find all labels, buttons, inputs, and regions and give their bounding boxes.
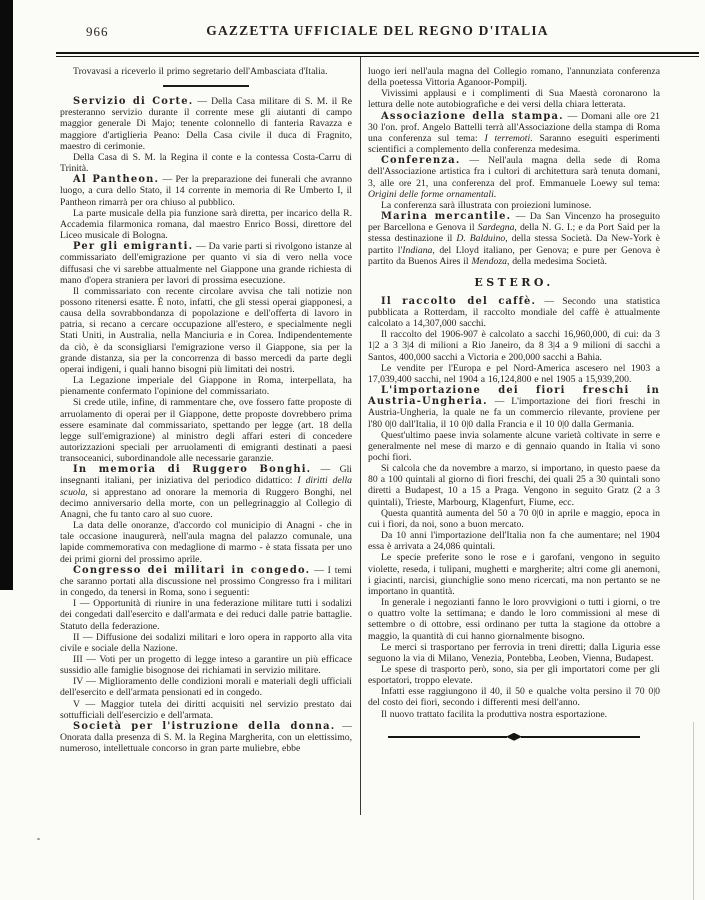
body-text: Il raccolto del 1906-907 è calcolato a sacchi 16,960,000, di cui: da 3 1|2 a 3 3|4 di milioni a Rio Janeiro, da 8 3|4 a 9 milioni di sacchi a Santos, 400,000 sacchi a Victoria e 200,000 sacchi a Bahia. [368, 329, 660, 363]
scan-edge-artifact-left [0, 0, 13, 590]
paragraph [60, 699, 352, 721]
paragraph [60, 152, 352, 174]
entry-heading: Società per l'istruzione della donna. [73, 720, 336, 732]
paragraph [368, 552, 660, 597]
paragraph [368, 200, 660, 211]
body-text: Da 10 anni l'importazione dell'Italia non fa che aumentare; nel 1904 essa è arrivata a 24,086 quintali. [368, 530, 660, 553]
body-text: II — Diffusione dei sodalizi militari e loro opera in rapporto alla vita civile e sociale della Nazione. [60, 631, 352, 654]
paragraph [368, 66, 660, 88]
italic-text: Origini delle forme ornamentali [368, 188, 494, 200]
paragraph [60, 208, 352, 241]
body-text: luogo ieri nell'aula magna del Collegio romano, l'annunziata conferenza della poetessa Vittoria Aganoor-Pompilj. [368, 66, 660, 89]
tailpiece-ornament [388, 733, 640, 741]
body-text: — Della Casa militare di S. M. il Re presteranno servizio durante il corrente mese gli aiutanti di campo maggior generale Di Majo; tenente colonnello di fanteria Ravazza e maggiore d'artiglieria Peano: Della Casa civile il duca di Fragnito, maestro di cerimonie. [60, 96, 352, 152]
body-text: Si calcola che da novembre a marzo, si importano, in questo paese da 80 a 100 quintali al giorno di fiori freschi, dei quali 25 a 30 quintali sono diretti a Budapest, 10 a 15 a Praga. Vengono in seguito Gratz (2 a 3 quintali), Trieste, Marbourg, Klagenfurt, Fiume, ecc. [368, 463, 660, 508]
paragraph [368, 530, 660, 552]
entry-heading: In memoria di Ruggero Bonghi. [73, 464, 312, 476]
entry-heading: Per gli emigranti. [73, 241, 194, 253]
body-text: . Saranno eseguiti esperimenti scientifici a complemento della conferenza medesima. [368, 132, 660, 156]
news-entry [60, 721, 352, 754]
italic-text: Mendoza [471, 255, 507, 267]
body-text: Il commissariato con recente circolare avvisa che tali notizie non possono ritenersi esatte. È noto, infatti, che gli stessi operai giapponesi, a causa della sovrabbondanza di popolazione e dell'offerta di lavoro in patria, si recano a cercare occupazione all'estero, e specialmente negli Stati Uniti, in Australia, nella Manciuria e in Corea. Indipendentemente da ciò, è da sconsigliarsi l'emigrazione verso il Giappone, sia per la grande distanza, sia per la concorrenza di basso mercedi da parte degli operai indigeni, i quali hanno bisogni più limitati dei nostri. [60, 285, 352, 375]
paragraph [368, 508, 660, 530]
entry-heading: Marina mercantile. [381, 211, 512, 223]
paragraph [60, 397, 352, 464]
left-column [60, 66, 352, 754]
entry-heading: Al Pantheon. [73, 174, 160, 186]
body-text: Le merci si trasportano per ferrovia in treni diretti; dalla Liguria esse seguono la via di Milano, Venezia, Pontebba, Leoben, Vienna, Budapest. [368, 641, 660, 664]
italic-text: Indiana [402, 244, 433, 256]
paragraph [368, 363, 660, 385]
paragraph [60, 286, 352, 375]
news-entry [368, 111, 660, 156]
section-separator-rule [163, 85, 249, 87]
body-text: III — Voti per un progetto di legge inteso a garantire un più efficace sussidio alle famiglie bisognose dei richiamati in servizio militare. [60, 653, 352, 677]
body-text: La Legazione imperiale del Giappone in Roma, interpellata, ha pienamente confermato l'opinione del commissariato. [60, 375, 352, 398]
scan-speck [37, 838, 40, 840]
ornament-line [388, 736, 507, 738]
entry-heading: Conferenza. [381, 155, 461, 167]
body-text: . [493, 188, 497, 200]
italic-text: Sardegna [477, 222, 515, 234]
body-text: Le spese di trasporto però, sono, sia per gli importatori come per gli esportatori, troppo elevate. [368, 663, 660, 687]
paragraph [368, 686, 660, 708]
body-text: V — Maggior tutela dei diritti acquisiti nel servizio prestato dai sottufficiali dell'esercizio e dell'armata. [60, 698, 352, 721]
body-text: , della stessa Società. Da New-York è partito l' [368, 233, 660, 256]
section-heading: ESTERO. [474, 275, 554, 289]
paragraph [60, 520, 352, 565]
paragraph [368, 463, 660, 508]
italic-text: I diritti della scuola [60, 475, 352, 498]
body-text: I — Opportunità di riunire in una federazione militare tutti i sodalizi dei congedati dall'esercito e dall'armata e dei reduci dalle patrie battaglie. Statuto della federazione. [60, 598, 352, 632]
paragraph [60, 654, 352, 676]
paragraph [368, 642, 660, 664]
paragraph [368, 709, 660, 720]
paragraph [60, 375, 352, 397]
body-text: La parte musicale della pia funzione sarà diretta, per incarico della R. Accademia filarmonica romana, dal maestro Enrico Bossi, direttore del Liceo musicale di Bologna. [60, 207, 352, 242]
paragraph [60, 632, 352, 654]
body-text: — Da San Vincenzo ha proseguito per Barcellona e Genova il [368, 211, 660, 234]
entry-heading: Il raccolto del caffè. [381, 295, 537, 307]
page-number: 966 [86, 24, 109, 39]
body-text: , del Lloyd italiano, per Genova; e pure per Genova è partito da Buenos Aires il [368, 244, 660, 267]
body-text: Si crede utile, infine, di rammentare che, ove fossero fatte proposte di arruolamento di operai per il Giappone, dette proposte dovrebbero prima essere esaminate dal commissariato, spettando per legge (art. 18 della legge sull'emigrazione) al ministro degli affari esteri di concedere autorizzazioni speciali per arruolamenti di emigranti destinati a paesi transoceanici, subordinandole alle necessarie garanzie. [60, 397, 352, 465]
paragraph [368, 88, 660, 110]
body-text: Questa quantità aumenta del 50 a 70 0|0 in aprile e maggio, epoca in cui i fiori, da noi, sono a buon mercato. [368, 507, 660, 530]
body-text: , della N. G. I.; e da Port Said per la stessa destinazione il [368, 222, 661, 245]
body-text: — Nell'aula magna della sede di Roma dell'Associazione artistica fra i cultori di architettura sarà tenuta domani, 3, alle ore 21, una conferenza del prof. Emmanuele Loewy sul tema: [368, 155, 660, 189]
body-text: Vivissimi applausi e i complimenti di Sua Maestà coronarono la lettura delle note autobiografiche e dei versi della chiara letterata. [368, 88, 660, 111]
news-entry [60, 174, 352, 207]
news-entry [60, 464, 352, 520]
body-text: — L'importazione dei fiori freschi in Austria-Ungheria, la quale ne fa un commercio rilevante, proviene per l'80 0|0 dall'Italia, il 10 0|0 dalla Francia e il 10 0|0 dalla Germania. [368, 396, 660, 430]
news-entry [60, 565, 352, 598]
body-text: — Secondo una statistica pubblicata a Rotterdam, il raccolto mondiale del caffè è attualmente calcolato a 14,307,000 sacchi. [368, 295, 660, 330]
paragraph [368, 597, 660, 642]
column-divider-rule [360, 57, 361, 815]
body-text: Le specie preferite sono le rose e i garofani, vengono in seguito violette, reseda, i tulipani, mughetti e margherite; altri come gli anemoni, i giacinti, narcisi, giunchiglie sono meno ricercati, ma non pertanto se ne importano in quantità. [368, 552, 660, 597]
entry-heading: Congresso dei militari in congedo. [73, 564, 311, 576]
paragraph [60, 676, 352, 698]
news-entry [368, 211, 660, 267]
body-text: Della Casa di S. M. la Regina il conte e la contessa Costa-Carru di Trinità. [60, 151, 352, 175]
body-text: IV — Miglioramento delle condizioni morali e materiali degli ufficiali dell'esercito e dell'armata pensionati ed in congedo. [60, 676, 352, 699]
paragraph [368, 664, 660, 686]
entry-heading: Associazione della stampa. [381, 110, 564, 122]
paragraph [368, 430, 660, 463]
paragraph [368, 329, 660, 362]
news-entry [60, 241, 352, 286]
body-text: In generale i negozianti fanno le loro provvigioni o tutti i giorni, o tre o quattro volte la settimana; e dando le loro commissioni al mese di settembre o di ottobre, essi ordinano per tutta la stagione da ottobre a maggio, la quantità di cui hanno giornalmente bisogno. [368, 597, 660, 642]
body-text: — Per la preparazione dei funerali che avranno luogo, a cura dello Stato, il 14 corrente in memoria di Re Umberto I, il Pantheon rimarrà per ora chiuso al pubblico. [60, 174, 352, 208]
body-text: La data delle onoranze, d'accordo col municipio di Anagni - che in tale occasione inaugurerà, nell'aula magna del palazzo comunale, una lapide commemorativa con medaglione di marmo - è stata fissata per uno dei primi giorni del prossimo aprile. [60, 520, 352, 565]
body-text: Trovavasi a riceverlo il primo segretario dell'Ambasciata d'Italia. [73, 66, 328, 77]
body-text: — Domani alle ore 21 30 l'on. prof. Angelo Battelli terrà all'Associazione della stampa di Roma una conferenza sul tema: [368, 110, 660, 144]
news-entry [60, 96, 352, 152]
body-text: Le vendite per l'Europa e pel Nord-America ascesero nel 1903 a 17,039,400 sacchi, nel 1904 a 16,124,800 e nel 1905 a 15,939,200. [368, 362, 660, 385]
body-text: — Onorata dalla presenza di S. M. la Regina Margherita, con un elettissimo, numeroso, intellettuale concorso in gran parte muliebre, ebbe [60, 720, 352, 755]
news-entry [368, 155, 660, 200]
paragraph [60, 598, 352, 631]
body-text: Il nuovo trattato facilita la produttiva nostra esportazione. [381, 708, 608, 720]
masthead [0, 0, 705, 52]
paragraph [60, 66, 352, 77]
body-text: Quest'ultimo paese invia solamente alcune varietà coltivate in serre e generalmente nel mese di marzo e di gennaio quando in Italia vi sono pochi fiori. [368, 429, 660, 463]
body-text: , della medesima Società. [506, 255, 607, 267]
body-text: La conferenza sarà illustrata con proiezioni luminose. [381, 199, 592, 211]
italic-text: I terremoti [484, 132, 531, 144]
body-text: — Gli insegnanti italiani, per iniziativa del periodico didattico: [60, 464, 352, 487]
article-columns [0, 57, 705, 815]
body-text: Infatti esse raggiungono il 40, il 50 e qualche volta persino il 70 0|0 del costo dei fiori, secondo i differenti mesi dell'anno. [368, 686, 660, 709]
masthead-title: GAZZETTA UFFICIALE DEL REGNO D'ITALIA [206, 23, 549, 38]
body-text: — Da varie parti si rivolgono istanze al commissariato dell'emigrazione per quanto vi sia di vero nella voce diffusasi che vi sarebbe attualmente nel Giappone una grande richiesta di mano d'opera straniera per lavori di prossima esecuzione. [60, 241, 352, 286]
ornament-line [521, 736, 640, 738]
diamond-icon [506, 733, 522, 741]
news-entry [368, 385, 660, 430]
entry-heading: Servizio di Corte. [73, 96, 194, 108]
body-text: , si apprestano ad onorare la memoria di Ruggero Bonghi, nel decimo anniversario della morte, con un pellegrinaggio al Collegio di Anagni, che fu tanto caro al suo cuore. [60, 486, 352, 520]
entry-heading: L'importazione dei fiori freschi in Austria-Ungheria. [368, 385, 660, 408]
italic-text: D. Balduino [456, 233, 506, 245]
scan-edge-artifact-right [693, 722, 694, 900]
news-entry [368, 296, 660, 329]
body-text: — I temi che saranno portati alla discussione nel prossimo Congresso fra i militari in congedo, da tenersi in Roma, sono i seguenti: [60, 564, 352, 599]
right-column [368, 66, 660, 741]
